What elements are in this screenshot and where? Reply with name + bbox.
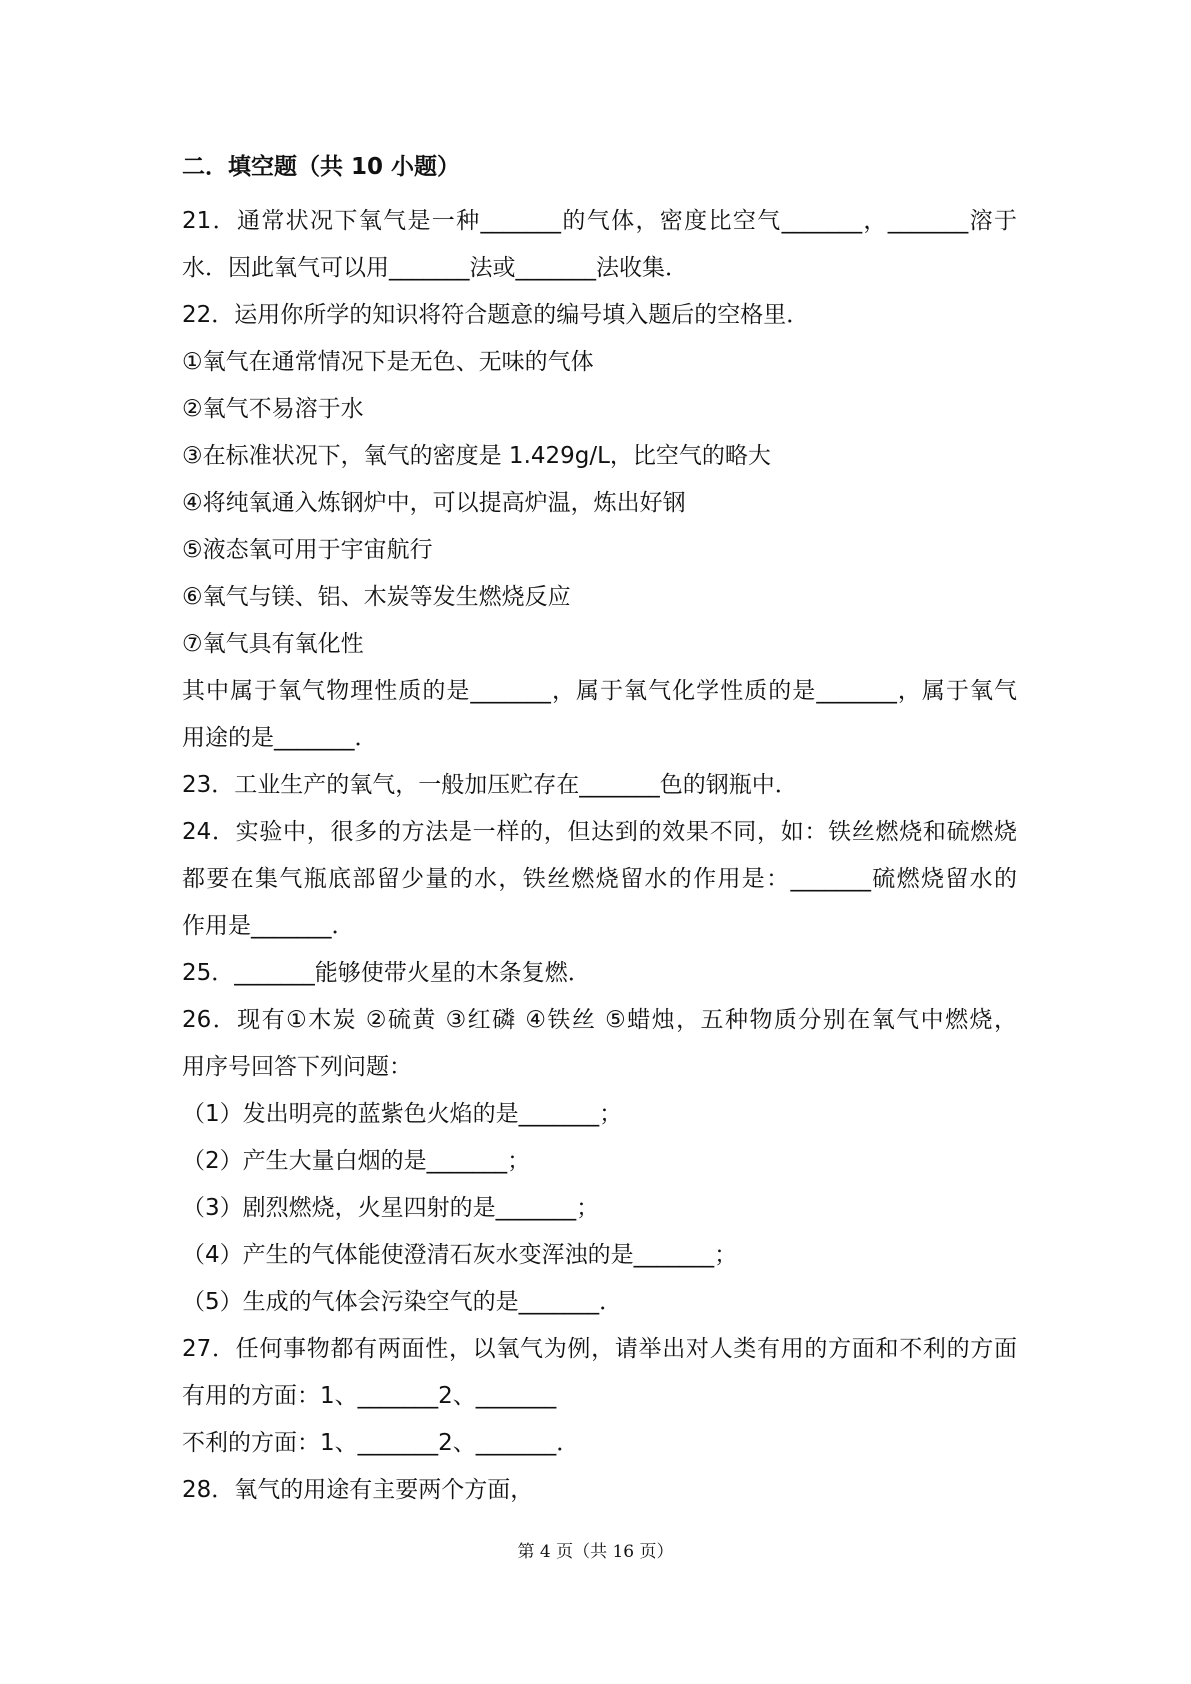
text-line: ②氧气不易溶于水: [182, 396, 364, 422]
text-line: 26．现有①木炭 ②硫黄 ③红磷 ④铁丝 ⑤蜡烛，五种物质分别在氧气中燃烧，: [182, 1007, 1017, 1033]
text-line: 27．任何事物都有两面性，以氧气为例，请举出对人类有用的方面和不利的方面: [182, 1336, 1017, 1362]
text-line: 作用是_______．: [182, 913, 355, 939]
text-line: 23．工业生产的氧气，一般加压贮存在_______色的钢瓶中．: [182, 772, 798, 798]
text-line: 不利的方面：1、_______2、_______．: [182, 1430, 580, 1456]
page-footer: 第 4 页（共 16 页）: [517, 1542, 674, 1562]
text-line: ①氧气在通常情况下是无色、无味的气体: [182, 349, 594, 375]
text-line: 28．氧气的用途有主要两个方面，: [182, 1477, 534, 1503]
text-line: （5）生成的气体会污染空气的是_______．: [182, 1289, 623, 1315]
text-line: ⑥氧气与镁、铝、木炭等发生燃烧反应: [182, 584, 571, 610]
text-line: 22．运用你所学的知识将符合题意的编号填入题后的空格里．: [182, 302, 810, 328]
text-line: （3）剧烈燃烧，火星四射的是_______；: [182, 1195, 600, 1221]
text-line: ④将纯氧通入炼钢炉中，可以提高炉温，炼出好钢: [182, 490, 686, 516]
text-line: 25．_______能够使带火星的木条复燃．: [182, 960, 591, 986]
text-line: （4）产生的气体能使澄清石灰水变浑浊的是_______；: [182, 1242, 738, 1268]
question-content: [182, 198, 1017, 1514]
text-line: 24．实验中，很多的方法是一样的，但达到的效果不同，如：铁丝燃烧和硫燃烧: [182, 819, 1017, 845]
text-line: 水．因此氧气可以用_______法或_______法收集．: [182, 255, 688, 281]
text-line: ③在标准状况下，氧气的密度是 1.429g/L，比空气的略大: [182, 443, 771, 469]
text-line: 都要在集气瓶底部留少量的水，铁丝燃烧留水的作用是：_______硫燃烧留水的: [182, 866, 1017, 892]
text-line: 21．通常状况下氧气是一种_______的气体，密度比空气_______，_______溶于: [182, 208, 1017, 234]
section-title: 二．填空题（共 10 小题）: [182, 154, 461, 180]
text-line: 用途的是_______．: [182, 725, 378, 751]
text-line: ⑦氧气具有氧化性: [182, 631, 364, 657]
text-line: 其中属于氧气物理性质的是_______，属于氧气化学性质的是_______，属于氧气: [182, 678, 1017, 704]
text-line: （1）发出明亮的蓝紫色火焰的是_______；: [182, 1101, 623, 1127]
text-line: ⑤液态氧可用于宇宙航行: [182, 537, 433, 563]
text-line: 用序号回答下列问题：: [182, 1054, 412, 1080]
text-line: 有用的方面：1、_______2、_______: [182, 1383, 557, 1409]
text-line: （2）产生大量白烟的是_______；: [182, 1148, 531, 1174]
